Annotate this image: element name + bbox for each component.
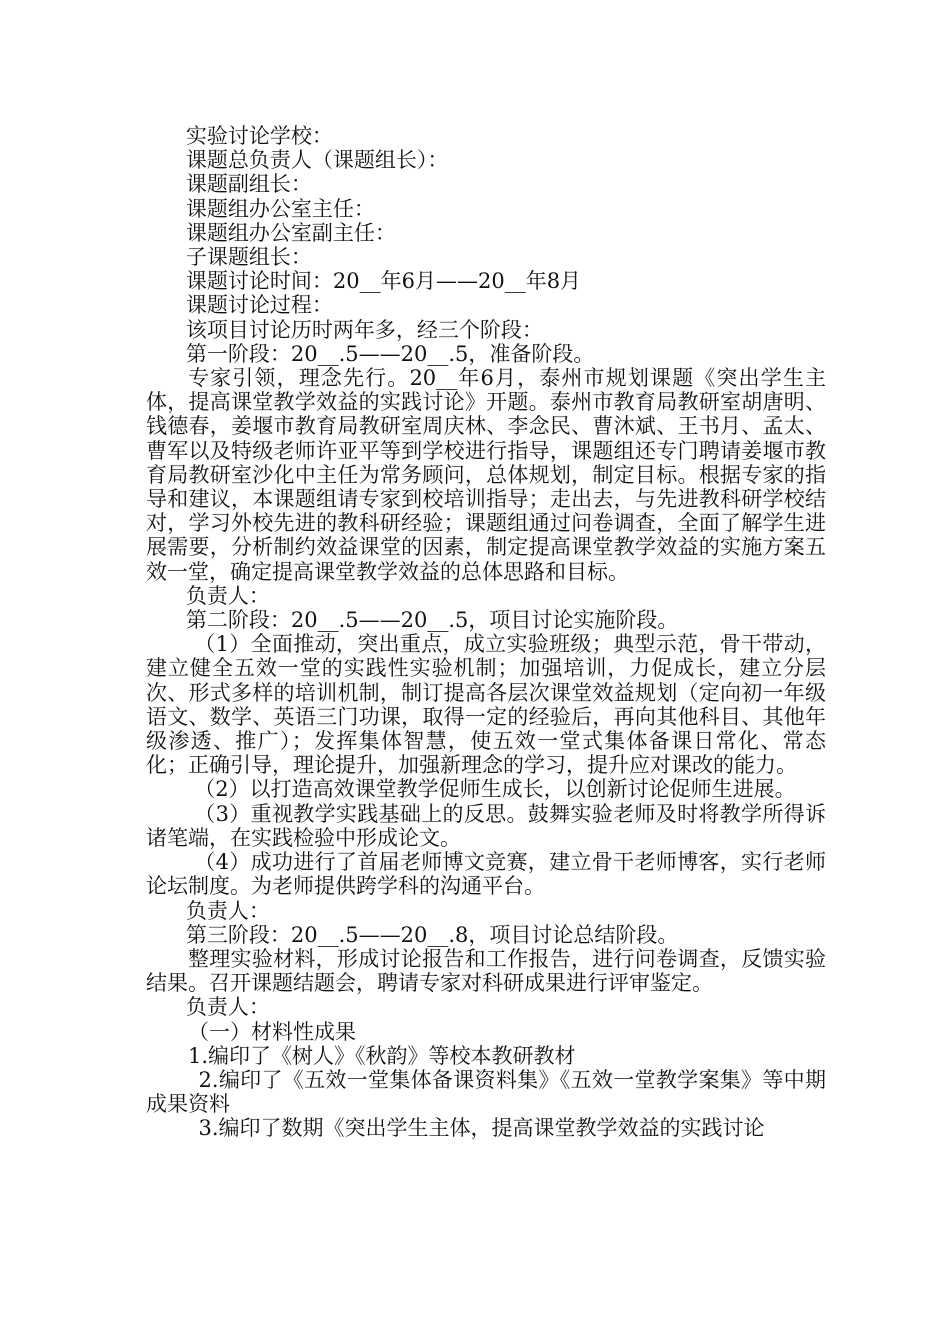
paragraph: 课题总负责人（课题组长）： [185,148,449,173]
paragraph: 负责人： [185,995,270,1020]
paragraph: （一）材料性成果 [188,1019,356,1044]
paragraph: （4）成功进行了首届老师博文竞赛，建立骨干老师博客，实行老师论坛制度。为老师提供跨学科的沟通平台。 [146,850,826,899]
document-page [146,124,826,1141]
paragraph: 负责人： [185,583,270,608]
paragraph: 课题组办公室主任： [185,196,375,221]
paragraph: 第三阶段：20__.5——20__.8，项目讨论总结阶段。 [185,922,679,947]
paragraph: 2.编印了《五效一堂集体备课资料集》《五效一堂教学案集》等中期成果资料 [146,1067,826,1117]
paragraph: 实验讨论学校： [185,124,333,148]
paragraph: 课题副组长： [185,172,312,197]
paragraph: 1.编印了《树人》《秋韵》等校本教研教材 [188,1043,576,1068]
paragraph: 课题讨论过程： [185,293,333,318]
paragraph: 整理实验材料，形成讨论报告和工作报告，进行问卷调查，反馈实验结果。召开课题结题会，聘请专家对科研成果进行评审鉴定。 [146,946,826,996]
paragraph: （2）以打造高效课堂教学促师生成长，以创新讨论促师生进展。 [194,777,796,802]
paragraph: 课题组办公室副主任： [185,220,396,245]
paragraph: 3.编印了数期《突出学生主体，提高课堂教学效益的实践讨论 [198,1116,765,1141]
paragraph: 子课题组长： [185,245,312,270]
paragraph: 课题讨论时间：20__年6月——20__年8月 [185,269,582,294]
paragraph: 专家引领，理念先行。20__年6月，泰州市规划课题《突出学生主体，提高课堂教学效益的实践讨论》开题。泰州市教育局教研室胡唐明、钱德春，姜堰市教育局教研室周庆林、李念民、曹沐斌、王书月、孟太、曹军以及特级老师许亚平等到学校进行指导，课题组还专门聘请姜堰市教育局教研室沙化中主任为常务顾问，总体规划，制定目标。根据专家的指导和建议，本课题组请专家到校培训指导；走出去，与先进教科研学校结对，学习外校先进的教科研经验；课题组通过问卷调查，全面了解学生进展需要，分析制约效益课堂的因素，制定提高课堂教学效益的实施方案五效一堂，确定提高课堂教学效益的总体思路和目标。 [146,366,826,584]
paragraph: 第二阶段：20__.5——20__.5，项目讨论实施阶段。 [185,608,679,633]
paragraph: 第一阶段：20__.5——20__.5，准备阶段。 [185,341,595,366]
paragraph: 负责人： [185,898,270,923]
paragraph: （1）全面推动，突出重点，成立实验班级；典型示范，骨干带动，建立健全五效一堂的实践性实验机制；加强培训，力促成长，建立分层次、形式多样的培训机制，制订提高各层次课堂效益规划（定向初一年级语文、数学、英语三门功课，取得一定的经验后，再向其他科目、其他年级渗透、推广）；发挥集体智慧，使五效一堂式集体备课日常化、常态化；正确引导，理论提升，加强新理念的学习，提升应对课改的能力。 [146,632,826,778]
paragraph: 该项目讨论历时两年多，经三个阶段： [185,317,543,342]
paragraph: （3）重视教学实践基础上的反思。鼓舞实验老师及时将教学所得诉诸笔端，在实践检验中形成论文。 [146,801,826,850]
